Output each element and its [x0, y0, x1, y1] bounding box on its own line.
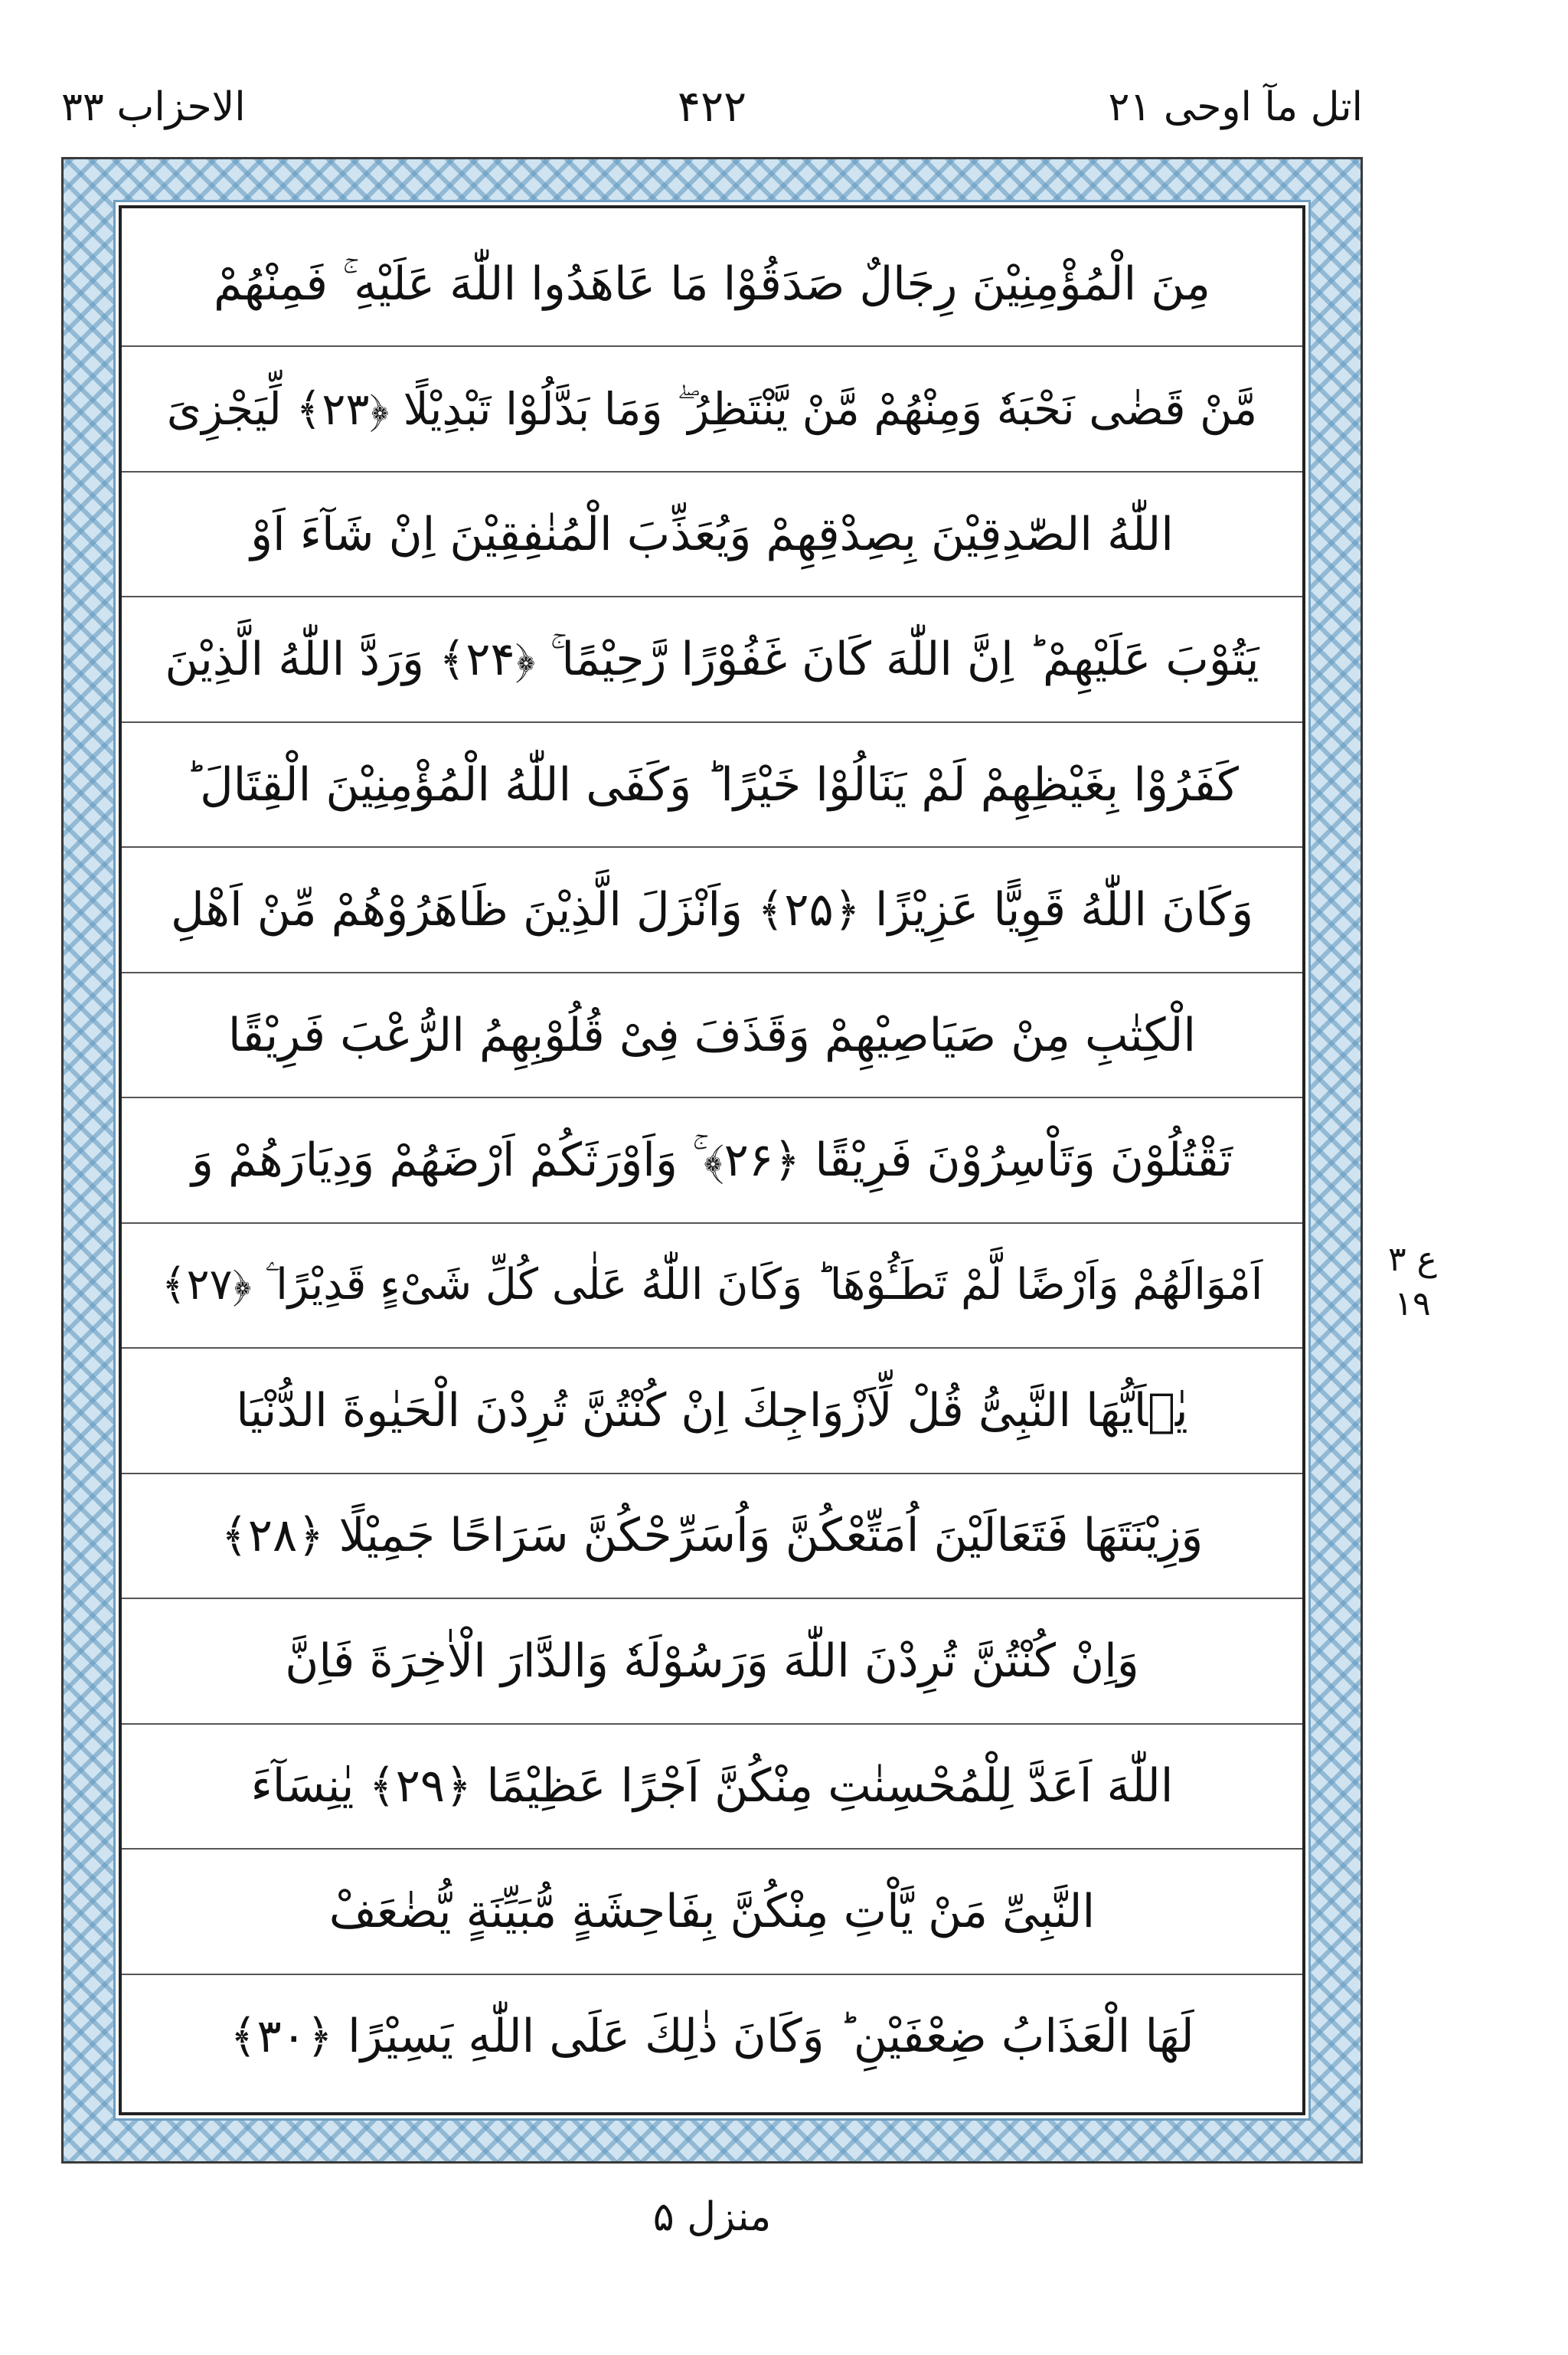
verse-line-15: لَهَا الْعَذَابُ ضِعْفَیْنِ ؕ وَكَانَ ذٰلِكَ عَلَی اللّٰهِ یَسِیْرًا ﴿۳۰﴾	[230, 2010, 1194, 2064]
surah-name: الاحزاب ۳۳	[61, 84, 246, 130]
verse-line-1: مِنَ الْمُؤْمِنِیْنَ رِجَالٌ صَدَقُوْا مَا عَاهَدُوا اللّٰهَ عَلَیْهِ ۚ فَمِنْهُمْ	[122, 222, 1302, 347]
verse-line-7: الْكِتٰبِ مِنْ صَیَاصِیْهِمْ وَقَذَفَ فِیْ قُلُوْبِهِمُ الرُّعْبَ فَرِیْقًا	[122, 973, 1302, 1098]
ruku-marker	[1378, 1237, 1447, 1326]
ruku-mark: ع ۳	[1388, 1240, 1437, 1279]
verse-line-14: النَّبِیِّ مَنْ یَّاْتِ مِنْكُنَّ بِفَاحِشَةٍ مُّبَیِّنَةٍ یُّضٰعَفْ	[122, 1850, 1302, 1974]
para-name: اتل مآ اوحی ۲۱	[1108, 84, 1363, 130]
verse-line-4: یَتُوْبَ عَلَیْهِمْ ؕ اِنَّ اللّٰهَ كَانَ غَفُوْرًا رَّحِیْمًا ۚ ﴿۲۴﴾ وَرَدَّ اللّٰهُ الَّذِیْنَ	[122, 597, 1302, 722]
verse-line-13: اللّٰهَ اَعَدَّ لِلْمُحْسِنٰتِ مِنْكُنَّ اَجْرًا عَظِیْمًا ﴿۲۹﴾ یٰنِسَآءَ	[122, 1725, 1302, 1850]
verse-line-10: یٰۤاَیُّهَا النَّبِیُّ قُلْ لِّاَزْوَاجِكَ اِنْ كُنْتُنَّ تُرِدْنَ الْحَیٰوةَ الدُّنْیَا	[122, 1349, 1302, 1474]
ruku-number: ۱۹	[1394, 1284, 1431, 1323]
verse-line-8: تَقْتُلُوْنَ وَتَاْسِرُوْنَ فَرِیْقًا ﴿۲۶﴾ ۚ وَاَوْرَثَكُمْ اَرْضَهُمْ وَدِیَارَهُمْ وَ	[122, 1098, 1302, 1223]
page-header	[61, 73, 1363, 142]
manzil-footer: منزل ۵	[652, 2194, 772, 2240]
decorative-border	[61, 157, 1363, 2164]
text-panel	[119, 205, 1305, 2115]
verse-line-3: اللّٰهُ الصّٰدِقِیْنَ بِصِدْقِهِمْ وَیُعَذِّبَ الْمُنٰفِقِیْنَ اِنْ شَآءَ اَوْ	[122, 473, 1302, 597]
verse-line-12: وَاِنْ كُنْتُنَّ تُرِدْنَ اللّٰهَ وَرَسُوْلَهٗ وَالدَّارَ الْاٰخِرَةَ فَاِنَّ	[122, 1599, 1302, 1724]
verse-line-11: وَزِیْنَتَهَا فَتَعَالَیْنَ اُمَتِّعْكُنَّ وَاُسَرِّحْكُنَّ سَرَاحًا جَمِیْلًا ﴿۲۸﴾	[122, 1474, 1302, 1599]
verse-line-2: مَّنْ قَضٰی نَحْبَهٗ وَمِنْهُمْ مَّنْ یَّنْتَظِرُ ۖ وَمَا بَدَّلُوْا تَبْدِیْلًا ﴿۲۳﴾ لِّیَجْزِیَ	[122, 347, 1302, 472]
verse-line-9: اَمْوَالَهُمْ وَاَرْضًا لَّمْ تَطَـُٔوْهَا ؕ وَكَانَ اللّٰهُ عَلٰی كُلِّ شَیْءٍ قَدِیْرًا ۧ ﴿۲۷﴾	[122, 1224, 1302, 1349]
page-number: ۴۲۲	[677, 82, 747, 132]
verse-lines	[122, 222, 1302, 2098]
verse-line-6: وَكَانَ اللّٰهُ قَوِیًّا عَزِیْزًا ﴿۲۵﴾ وَاَنْزَلَ الَّذِیْنَ ظَاهَرُوْهُمْ مِّنْ اَهْلِ	[122, 848, 1302, 973]
verse-line-5: كَفَرُوْا بِغَیْظِهِمْ لَمْ یَنَالُوْا خَیْرًا ؕ وَكَفَی اللّٰهُ الْمُؤْمِنِیْنَ الْقِتَالَ ؕ	[122, 723, 1302, 848]
